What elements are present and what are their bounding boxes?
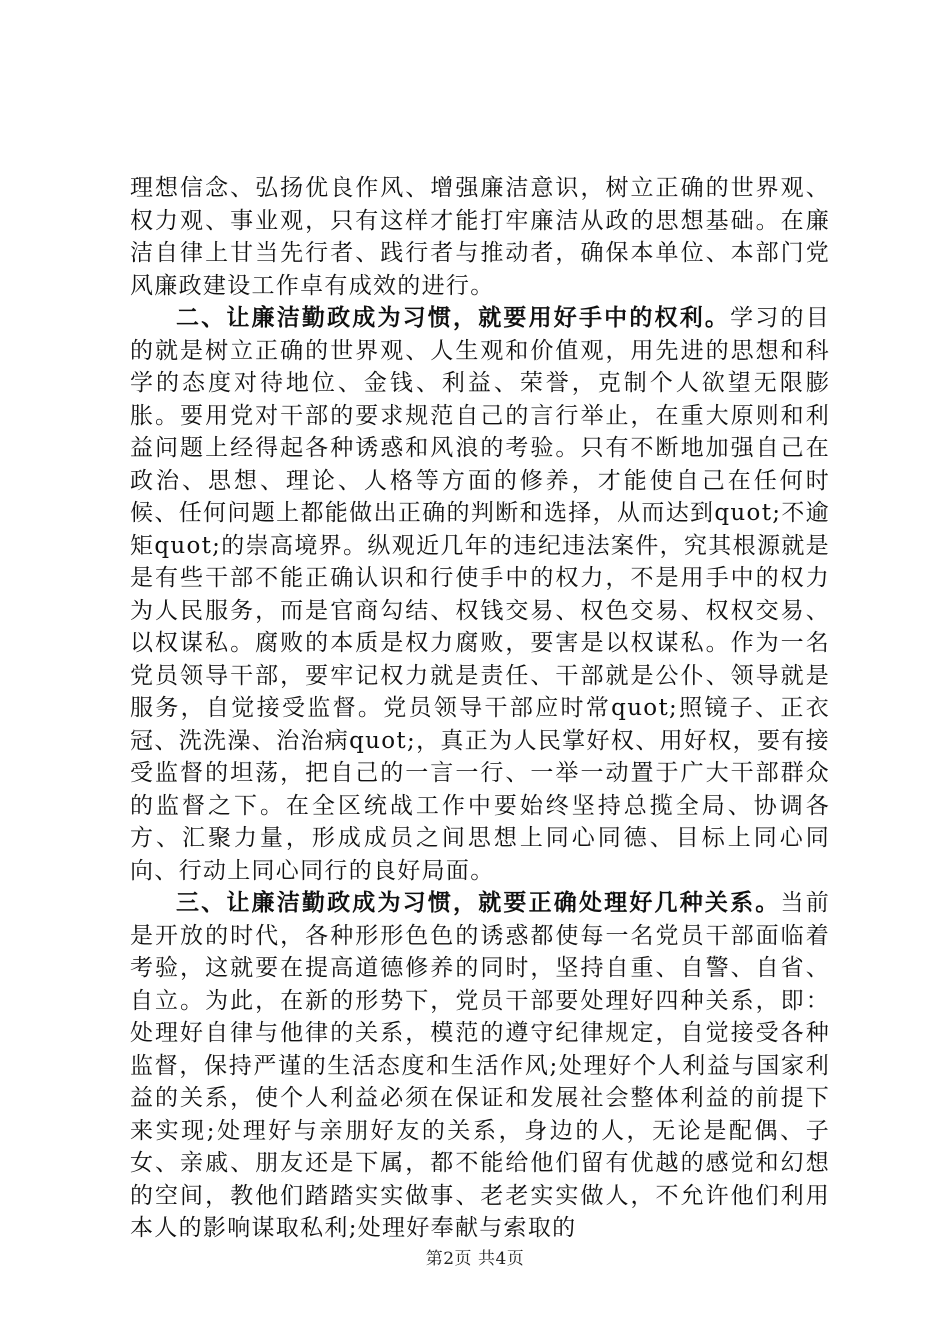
paragraph-text: 当前是开放的时代，各种形形色色的诱惑都使每一名党员干部面临着考验，这就要在提高道德修养的同时，坚持自重、自警、自省、自立。为此，在新的形势下，党员干部要处理好四种关系，即：处理好自律与他律的关系，模范的遵守纪律规定，自觉接受各种监督，保持严谨的生活态度和生活作风;处理好个人利益与国家利益的关系，使个人利益必须在保证和发展社会整体利益的前提下来实现;处理好与亲朋好友的关系，身边的人，无论是配偶、子女、亲戚、朋友还是下属，都不能给他们留有优越的感觉和幻想的空间，教他们踏踏实实做事、老老实实做人，不允许他们利用本人的影响谋取私利;处理好奉献与索取的 [130, 890, 830, 1241]
section-heading: 三、让廉洁勤政成为习惯，就要正确处理好几种关系。 [176, 890, 781, 916]
paragraph-text: 学习的目的就是树立正确的世界观、人生观和价值观，用先进的思想和科学的态度对待地位、金钱、利益、荣誉，克制个人欲望无限膨胀。要用党对干部的要求规范自己的言行举止，在重大原则和利益问题上经得起各种诱惑和风浪的考验。只有不断地加强自己在政治、思想、理论、人格等方面的修养，才能使自己在任何时候、任何问题上都能做出正确的判断和选择，从而达到quot;不逾矩quot;的崇高境界。纵观近几年的违纪违法案件，究其根源就是是有些干部不能正确认识和行使手中的权力，不是用手中的权力为人民服务，而是官商勾结、权钱交易、权色交易、权权交易、以权谋私。腐败的本质是权力腐败，要害是以权谋私。作为一名党员领导干部，要牢记权力就是责任、干部就是公仆、领导就是服务，自觉接受监督。党员领导干部应时常quot;照镜子、正衣冠、洗洗澡、治治病quot;，真正为人民掌好权、用好权，要有接受监督的坦荡，把自己的一言一行、一举一动置于广大干部群众的监督之下。在全区统战工作中要始终坚持总揽全局、协调各方、汇聚力量，形成成员之间思想上同心同德、目标上同心同向、行动上同心同行的良好局面。 [130, 305, 830, 884]
paragraph-continuation [130, 172, 830, 302]
paragraph-section-two [130, 302, 830, 887]
paragraph-text: 理想信念、弘扬优良作风、增强廉洁意识，树立正确的世界观、权力观、事业观，只有这样才能打牢廉洁从政的思想基础。在廉洁自律上甘当先行者、践行者与推动者，确保本单位、本部门党风廉政建设工作卓有成效的进行。 [130, 175, 830, 299]
paragraph-section-three [130, 887, 830, 1245]
document-body [130, 172, 830, 1245]
page-number-label: 第2页 共4页 [425, 1249, 525, 1269]
page-footer [0, 1244, 950, 1269]
section-heading: 二、让廉洁勤政成为习惯，就要用好手中的权利。 [176, 305, 731, 331]
